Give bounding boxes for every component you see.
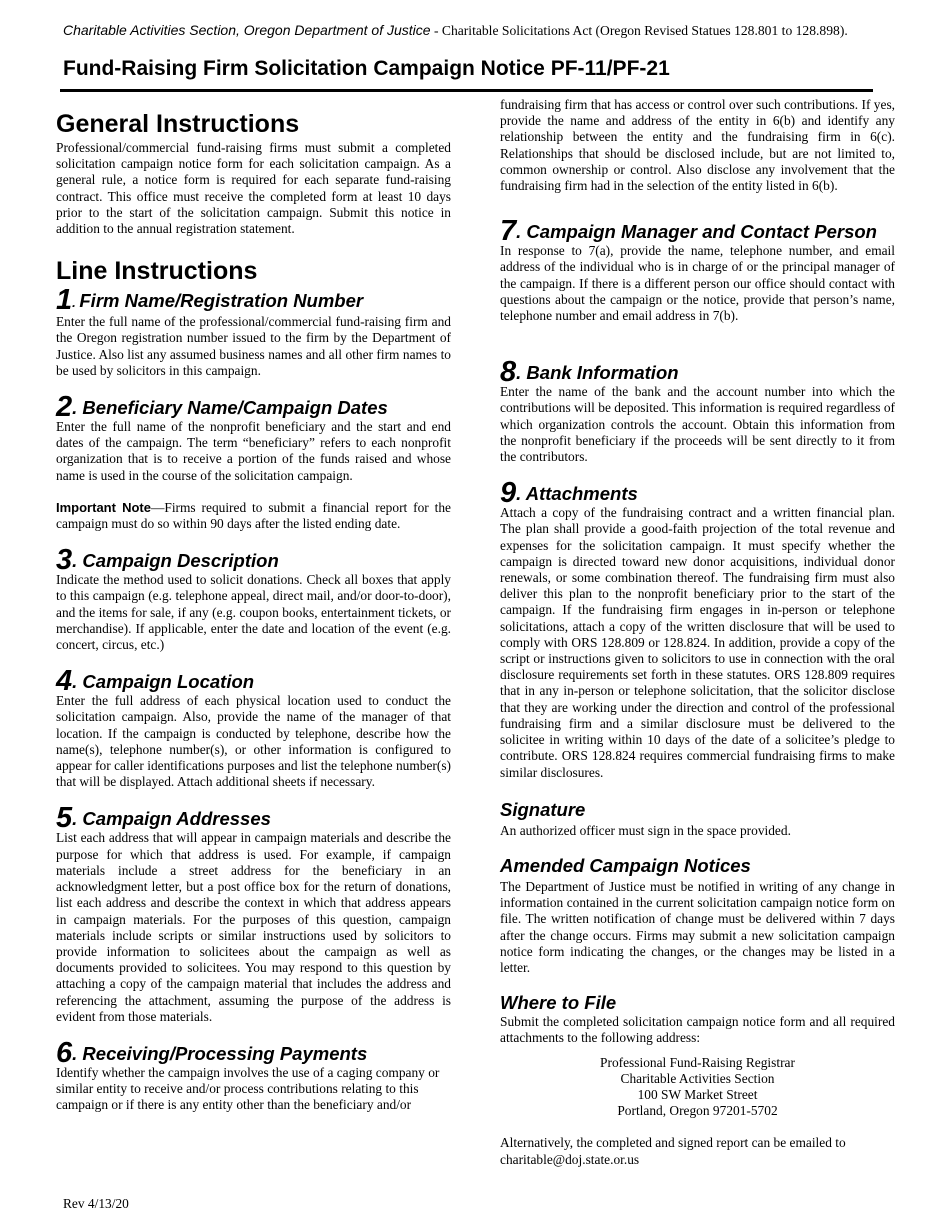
address-line: Portland, Oregon 97201-5702: [617, 1103, 778, 1119]
section-number: 9: [500, 477, 517, 510]
section-1: [56, 284, 451, 379]
section-sep: .: [72, 671, 83, 693]
section-5: [56, 802, 451, 1024]
section-sep: .: [72, 397, 83, 419]
section-number: 8: [500, 356, 517, 389]
note-text: —Firms required to submit a financial report for the campaign must do so within 90 days after the listed ending date.: [56, 499, 452, 532]
section-6: [56, 1036, 451, 1114]
section-2: [56, 391, 452, 532]
title-rule: [60, 89, 873, 92]
section-number: 4: [56, 665, 73, 698]
section-text: Enter the full name of the nonprofit beneficiary and the start and end dates of the campaign. The term “beneficiary” refers to each nonprofit organization that is to receive a portion of the funds raised and whose name is used in the course of the solicitation campaign.: [56, 419, 451, 483]
section-title: Campaign Manager and Contact Person: [526, 221, 877, 243]
section-text: List each address that will appear in campaign materials and describe the purpose for which that address is used. For example, if campaign materials include a street address for the beneficiary in an acknowledgment letter, but a post office box for the return of donations, list each address and describe the context in which that address appears in campaign materials. For the purposes of this question, campaign materials include scripts or similar instructions used by solicitors to provide information to solicitees about the campaign as well as documents provided to solicitees. You may respond to this question by attaching a copy of the campaign material that includes the address and referencing the attachment, assuming the purpose of the address is evident from those materials.: [56, 830, 451, 1024]
section-text: Enter the full address of each physical location used to conduct the solicitation campaign. Also, provide the name of the manager of that location. If the campaign is conducted by telephone, describe how the name(s), telephone number(s), or other information is configured to appear for caller identifications purposes and list the telephone number(s) that will be displayed. Attach additional sheets if necessary.: [56, 693, 451, 790]
amended-text: The Department of Justice must be notified in writing of any change in information contained in the current solicitation campaign notice form on file. The written notification of change must be delivered within 7 days after the change occurs. Firms may submit a new solicitation campaign notice form indicating the changes, or the changes may be listed in a letter.: [500, 878, 895, 975]
section-text: Enter the full name of the professional/commercial fund-raising firm and the Oregon registration number issued to the firm by the Department of Justice. Also list any assumed business names and all other firm names to be used by solicitors in this campaign.: [56, 314, 451, 378]
section-title: Firm Name/Registration Number: [79, 290, 364, 312]
section-sep: .: [72, 808, 83, 830]
section-text: In response to 7(a), provide the name, telephone number, and email address of the individual who is in charge of or the principal manager of the campaign. If there is a different person our office should contact with questions about the campaign or the notice, provide that person’s name, telephone number and email address in 7(b).: [500, 243, 895, 324]
section-6-continued: fundraising firm that has access or control over such contributions. If yes, provide the name and address of the entity in 6(b) and identify any relationship between the entity and the fundraising firm in 6(c). Relationships that should be disclosed include, but are not limited to, common ownership or control. Also disclose any involvement that the fundraising firm had in the selection of the entity listed in 6(b).: [500, 97, 895, 194]
address-line: Professional Fund-Raising Registrar: [600, 1054, 795, 1070]
header-separator: -: [430, 23, 442, 38]
section-heading: [56, 391, 451, 424]
agency-name: Charitable Activities Section, Oregon Department of Justice: [63, 22, 431, 38]
right-column: [500, 97, 895, 1168]
section-sep: .: [72, 550, 83, 572]
section-text: Identify whether the campaign involves the use of a caging company or similar entity to receive and/or process contributions relating to this campaign or if there is any entity other than the beneficiary and/or: [56, 1064, 440, 1113]
section-number: 3: [56, 544, 73, 577]
section-title: Attachments: [525, 483, 638, 505]
section-number: 6: [56, 1036, 73, 1069]
mailing-address: [500, 1055, 895, 1120]
section-8: [500, 356, 895, 465]
section-heading: [56, 544, 451, 577]
section-4: [56, 665, 451, 790]
section-title: Bank Information: [526, 362, 679, 384]
signature-heading: Signature: [500, 798, 586, 820]
section-heading: [500, 477, 895, 510]
section-heading: [56, 1036, 451, 1069]
left-column: [56, 108, 451, 1114]
section-sep: .: [516, 221, 527, 243]
section-heading: [56, 284, 451, 317]
where-heading: Where to File: [500, 992, 617, 1014]
note-label: Important Note: [56, 499, 151, 515]
section-title: Campaign Addresses: [82, 808, 271, 830]
section-9: [500, 477, 895, 780]
section-title: Receiving/Processing Payments: [82, 1042, 368, 1064]
section-number: 2: [56, 391, 73, 424]
email-text: Alternatively, the completed and signed report can be emailed to: [500, 1135, 846, 1151]
general-instructions-heading: General Instructions: [56, 110, 300, 138]
section-heading: [56, 802, 451, 835]
where-section: [500, 992, 895, 1168]
section-heading: [56, 665, 451, 698]
section-number: 1: [56, 284, 73, 317]
email-link[interactable]: charitable@doj.state.or.us: [500, 1151, 640, 1167]
section-title: Beneficiary Name/Campaign Dates: [82, 397, 388, 419]
section-text: Attach a copy of the fundraising contract and a written financial plan. The plan shall provide a good-faith projection of the total revenue and expenses for the solicitation campaign. It must specify whether the campaign is directed toward new donor acquisitions, individual donor renewals, or some combination thereof. The fundraising firm must also deliver this plan to the nonprofit beneficiary prior to the start of the campaign. If the fundraising firm engages in in-person or telephone solicitations, attach a copy of the written disclosure that will be used to comply with ORS 128.809 or 128.824. In addition, provide a copy of the script or instructions given to solicitors to use in connection with the oral disclosure requirements set forth in these statutes. ORS 128.809 requires that in any in-person or telephone solicitation, that the solicitor disclose that they are working under the direction and control of the professional fundraising firm and a similar disclosure must be delivered to the solicitee in writing within 10 days of the date of a solicitee’s pledge to contribute. ORS 128.824 requires commercial fundraising firms to make similar disclosures.: [500, 505, 895, 780]
section-sep: .: [516, 483, 526, 505]
section-heading: [500, 356, 895, 389]
signature-text: An authorized officer must sign in the space provided.: [500, 822, 791, 838]
section-sep: .: [72, 295, 80, 311]
section-number: 5: [56, 802, 73, 835]
page-title: Fund-Raising Firm Solicitation Campaign Notice PF-11/PF-21: [63, 57, 670, 80]
address-line: Charitable Activities Section: [620, 1070, 775, 1086]
section-heading: [500, 215, 895, 248]
section-title: Campaign Location: [82, 671, 255, 693]
section-title: Campaign Description: [82, 550, 279, 572]
header-line: [63, 22, 848, 39]
section-7: [500, 215, 895, 324]
section-sep: .: [516, 362, 527, 384]
section-text: Enter the name of the bank and the account number into which the contributions will be deposited. This information is required regardless of which organization controls the account. Obtain this information from the nonprofit beneficiary if the proceeds will be sent directly to it from the contributors.: [500, 384, 895, 465]
section-sep: .: [72, 1042, 83, 1064]
general-instructions-text: Professional/commercial fund-raising firms must submit a completed solicitation campaign notice form for each solicitation campaign. As a general rule, a notice form is required for each separate fund-raising contract. This office must receive the completed form at least 10 days prior to the start of the solicitation campaign. Submit this notice in addition to the annual registration statement.: [56, 140, 451, 237]
line-instructions-heading: Line Instructions: [56, 257, 258, 286]
amended-heading: Amended Campaign Notices: [500, 854, 751, 876]
signature-section: [500, 799, 895, 839]
section-3: [56, 544, 451, 653]
address-line: 100 SW Market Street: [637, 1086, 758, 1102]
where-text: Submit the completed solicitation campaign notice form and all required attachments to the following address:: [500, 1014, 895, 1046]
important-note: [56, 500, 451, 532]
section-text: Indicate the method used to solicit donations. Check all boxes that apply to this campaign (e.g. telephone appeal, direct mail, and/or door-to-door), and the items for sale, if any (e.g. coupon books, entertainment tickets, or merchandise). If applicable, enter the date and location of the event (e.g. concert, circus, etc.): [56, 572, 451, 653]
act-citation: Charitable Solicitations Act (Oregon Revised Statues 128.801 to 128.898).: [441, 23, 848, 38]
section-number: 7: [500, 215, 517, 248]
amended-section: [500, 855, 895, 976]
revision-footer: Rev 4/13/20: [63, 1196, 129, 1211]
